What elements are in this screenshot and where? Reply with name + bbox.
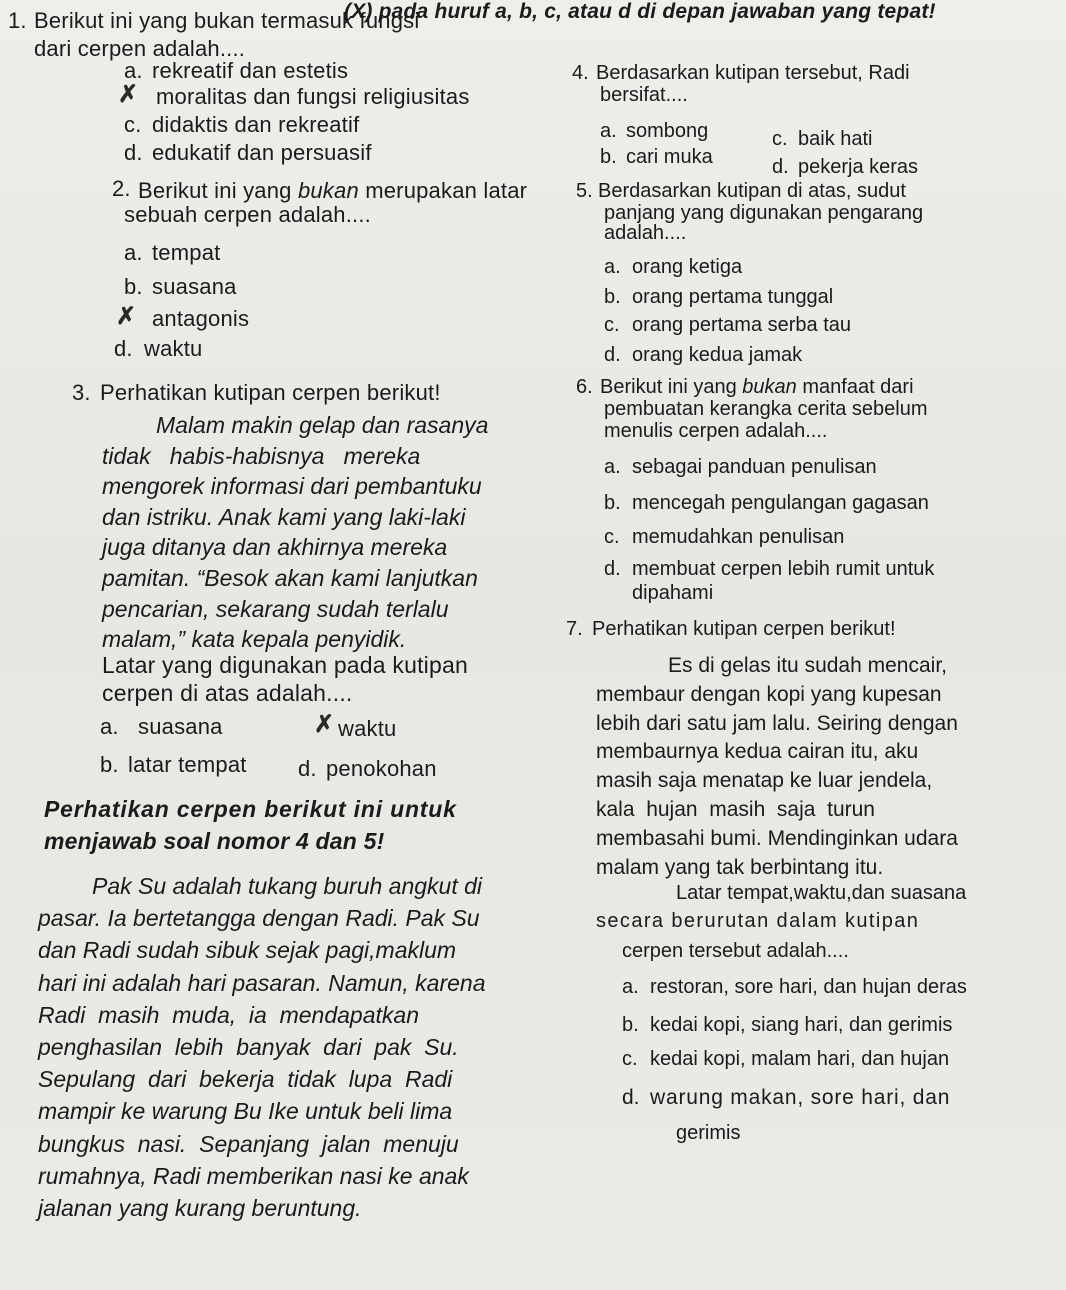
q3-number: 3.: [72, 380, 91, 405]
q3-option-c: waktu: [338, 716, 397, 741]
q7-option-c-letter: c.: [622, 1048, 638, 1070]
excerpt-line: membaur dengan kopi yang kupesan: [596, 682, 942, 706]
q2-number: 2.: [112, 176, 131, 201]
q7-option-d-continued: gerimis: [676, 1122, 741, 1144]
q7-option-a: restoran, sore hari, dan hujan deras: [650, 976, 967, 998]
q3-option-a-letter: a.: [100, 714, 119, 739]
excerpt-line: malam yang tak berbintang itu.: [596, 855, 884, 879]
q3-excerpt: [102, 410, 488, 655]
q7-excerpt: [596, 652, 958, 882]
q1-option-c: didaktis dan rekreatif: [152, 112, 360, 137]
q7-option-d: warung makan, sore hari, dan: [650, 1086, 951, 1109]
passage-line: dan Radi sudah sibuk sejak pagi,maklum: [38, 937, 457, 964]
q3-option-d-letter: d.: [298, 756, 317, 781]
q5-line1: Berdasarkan kutipan di atas, sudut: [598, 180, 906, 202]
q7-number: 7.: [566, 618, 583, 640]
q3-prompt-line1: Latar yang digunakan pada kutipan: [102, 652, 468, 678]
q5-option-d: orang kedua jamak: [632, 344, 803, 366]
q2-option-a-letter: a.: [124, 240, 143, 265]
q4-option-c-letter: c.: [772, 128, 788, 150]
q2-line1: Berikut ini yang bukan merupakan latar: [138, 178, 528, 203]
excerpt-line: dan istriku. Anak kami yang laki-laki: [102, 503, 466, 530]
passage-line: bungkus nasi. Sepanjang jalan menuju: [38, 1130, 459, 1157]
q4-line2: bersifat....: [600, 84, 688, 106]
passage-heading-line1: Perhatikan cerpen berikut ini untuk: [44, 796, 457, 822]
q7-option-b-letter: b.: [622, 1014, 639, 1036]
q6-option-a-letter: a.: [604, 456, 621, 478]
passage-line: mampir ke warung Bu Ike untuk beli lima: [38, 1098, 453, 1125]
q2-line2: sebuah cerpen adalah....: [124, 202, 371, 227]
passage-line: hari ini adalah hari pasaran. Namun, karena: [38, 969, 486, 996]
q1-number: 1.: [8, 8, 27, 33]
q4-option-a: sombong: [626, 120, 709, 142]
passage-line: Radi masih muda, ia mendapatkan: [38, 1001, 419, 1028]
q3-prompt-line2: cerpen di atas adalah....: [102, 680, 353, 706]
q6-option-d: membuat cerpen lebih rumit untuk: [632, 558, 935, 580]
passage-text: [38, 870, 486, 1224]
passage-line: jalanan yang kurang beruntung.: [38, 1195, 362, 1222]
excerpt-line: juga ditanya dan akhirnya mereka: [102, 534, 448, 561]
q7-prompt-line1: Latar tempat,waktu,dan suasana: [676, 882, 967, 904]
q4-option-b-letter: b.: [600, 146, 617, 168]
q7-option-a-letter: a.: [622, 976, 639, 998]
q7-prompt-line2: secara berurutan dalam kutipan: [596, 910, 920, 932]
excerpt-line: pamitan. “Besok akan kami lanjutkan: [102, 564, 478, 591]
q3-option-a: suasana: [138, 714, 223, 739]
q7-option-c: kedai kopi, malam hari, dan hujan: [650, 1048, 950, 1070]
q4-option-d: pekerja keras: [798, 156, 919, 178]
q3-intro: Perhatikan kutipan cerpen berikut!: [100, 380, 441, 405]
q6-option-b-letter: b.: [604, 492, 621, 514]
q5-option-a: orang ketiga: [632, 256, 743, 278]
q4-option-a-letter: a.: [600, 120, 617, 142]
q4-option-c: baik hati: [798, 128, 873, 150]
q3-option-b-letter: b.: [100, 752, 119, 777]
q5-line3: adalah....: [604, 222, 687, 244]
q5-option-c: orang pertama serba tau: [632, 314, 852, 336]
q6-option-c-letter: c.: [604, 526, 620, 548]
passage-line: Sepulang dari bekerja tidak lupa Radi: [38, 1066, 453, 1093]
excerpt-line: membaurnya kedua cairan itu, aku: [596, 740, 919, 764]
q6-line2: pembuatan kerangka cerita sebelum: [604, 398, 928, 420]
q2-option-d-letter: d.: [114, 336, 133, 361]
q6-line1: Berikut ini yang bukan manfaat dari: [600, 376, 914, 398]
q1-option-a: rekreatif dan estetis: [152, 58, 349, 83]
q6-number: 6.: [576, 376, 593, 398]
q5-option-b-letter: b.: [604, 286, 621, 308]
passage-line: Pak Su adalah tukang buruh angkut di: [92, 873, 483, 899]
passage-line: rumahnya, Radi memberikan nasi ke anak: [38, 1162, 469, 1189]
q3-option-d: penokohan: [326, 756, 437, 781]
q6-option-d-letter: d.: [604, 558, 621, 580]
excerpt-line: mengorek informasi dari pembantuku: [102, 473, 482, 500]
q7-option-b: kedai kopi, siang hari, dan gerimis: [650, 1014, 953, 1036]
excerpt-line: malam,” kata kepala penyidik.: [102, 626, 407, 653]
q6-option-a: sebagai panduan penulisan: [632, 456, 877, 478]
q7-prompt-line3: cerpen tersebut adalah....: [622, 940, 849, 962]
q5-number: 5.: [576, 180, 593, 202]
excerpt-line: pencarian, sekarang sudah terlalu: [102, 595, 449, 622]
q7-intro: Perhatikan kutipan cerpen berikut!: [592, 618, 896, 640]
q4-option-d-letter: d.: [772, 156, 789, 178]
answer-cross-mark-icon: ✗: [314, 711, 335, 738]
q6-option-d-continued: dipahami: [632, 582, 714, 604]
q2-option-b: suasana: [152, 274, 237, 299]
q2-option-b-letter: b.: [124, 274, 143, 299]
q2-option-c: antagonis: [152, 306, 250, 331]
q2-option-a: tempat: [152, 240, 221, 265]
q5-line2: panjang yang digunakan pengarang: [604, 202, 924, 224]
instruction-header: (X) pada huruf a, b, c, atau d di depan jawaban yang tepat!: [344, 0, 936, 23]
excerpt-line: lebih dari satu jam lalu. Seiring dengan: [596, 711, 958, 735]
q1-line1: Berikut ini yang bukan termasuk fungsi: [34, 8, 420, 33]
q6-option-b: mencegah pengulangan gagasan: [632, 492, 929, 514]
excerpt-line: Es di gelas itu sudah mencair,: [668, 654, 947, 677]
excerpt-line: membasahi bumi. Mendinginkan udara: [596, 826, 958, 850]
excerpt-line: kala hujan masih saja turun: [596, 797, 875, 821]
q5-option-c-letter: c.: [604, 314, 620, 336]
q6-option-c: memudahkan penulisan: [632, 526, 845, 548]
q3-option-b: latar tempat: [128, 752, 247, 777]
passage-heading-line2: menjawab soal nomor 4 dan 5!: [44, 828, 385, 854]
q2-option-d: waktu: [144, 336, 203, 361]
excerpt-line: Malam makin gelap dan rasanya: [156, 412, 489, 438]
q1-option-c-letter: c.: [124, 112, 142, 137]
q4-line1: Berdasarkan kutipan tersebut, Radi: [596, 62, 910, 84]
answer-cross-mark-icon: ✗: [118, 81, 139, 108]
answer-cross-mark-icon: ✗: [116, 303, 137, 330]
excerpt-line: tidak habis-habisnya mereka: [102, 442, 421, 469]
q4-option-b: cari muka: [626, 146, 713, 168]
q5-option-a-letter: a.: [604, 256, 621, 278]
excerpt-line: masih saja menatap ke luar jendela,: [596, 769, 933, 793]
q1-option-d: edukatif dan persuasif: [152, 140, 372, 165]
q1-option-d-letter: d.: [124, 140, 143, 165]
q1-line2: dari cerpen adalah....: [34, 36, 246, 61]
q6-line3: menulis cerpen adalah....: [604, 420, 828, 442]
q1-option-a-letter: a.: [124, 58, 143, 83]
passage-line: penghasilan lebih banyak dari pak Su.: [38, 1034, 459, 1061]
q1-option-b: moralitas dan fungsi religiusitas: [156, 84, 470, 109]
q4-number: 4.: [572, 62, 589, 84]
q7-option-d-letter: d.: [622, 1086, 640, 1109]
q5-option-b: orang pertama tunggal: [632, 286, 834, 308]
passage-line: pasar. Ia bertetangga dengan Radi. Pak Su: [38, 905, 480, 932]
q5-option-d-letter: d.: [604, 344, 621, 366]
